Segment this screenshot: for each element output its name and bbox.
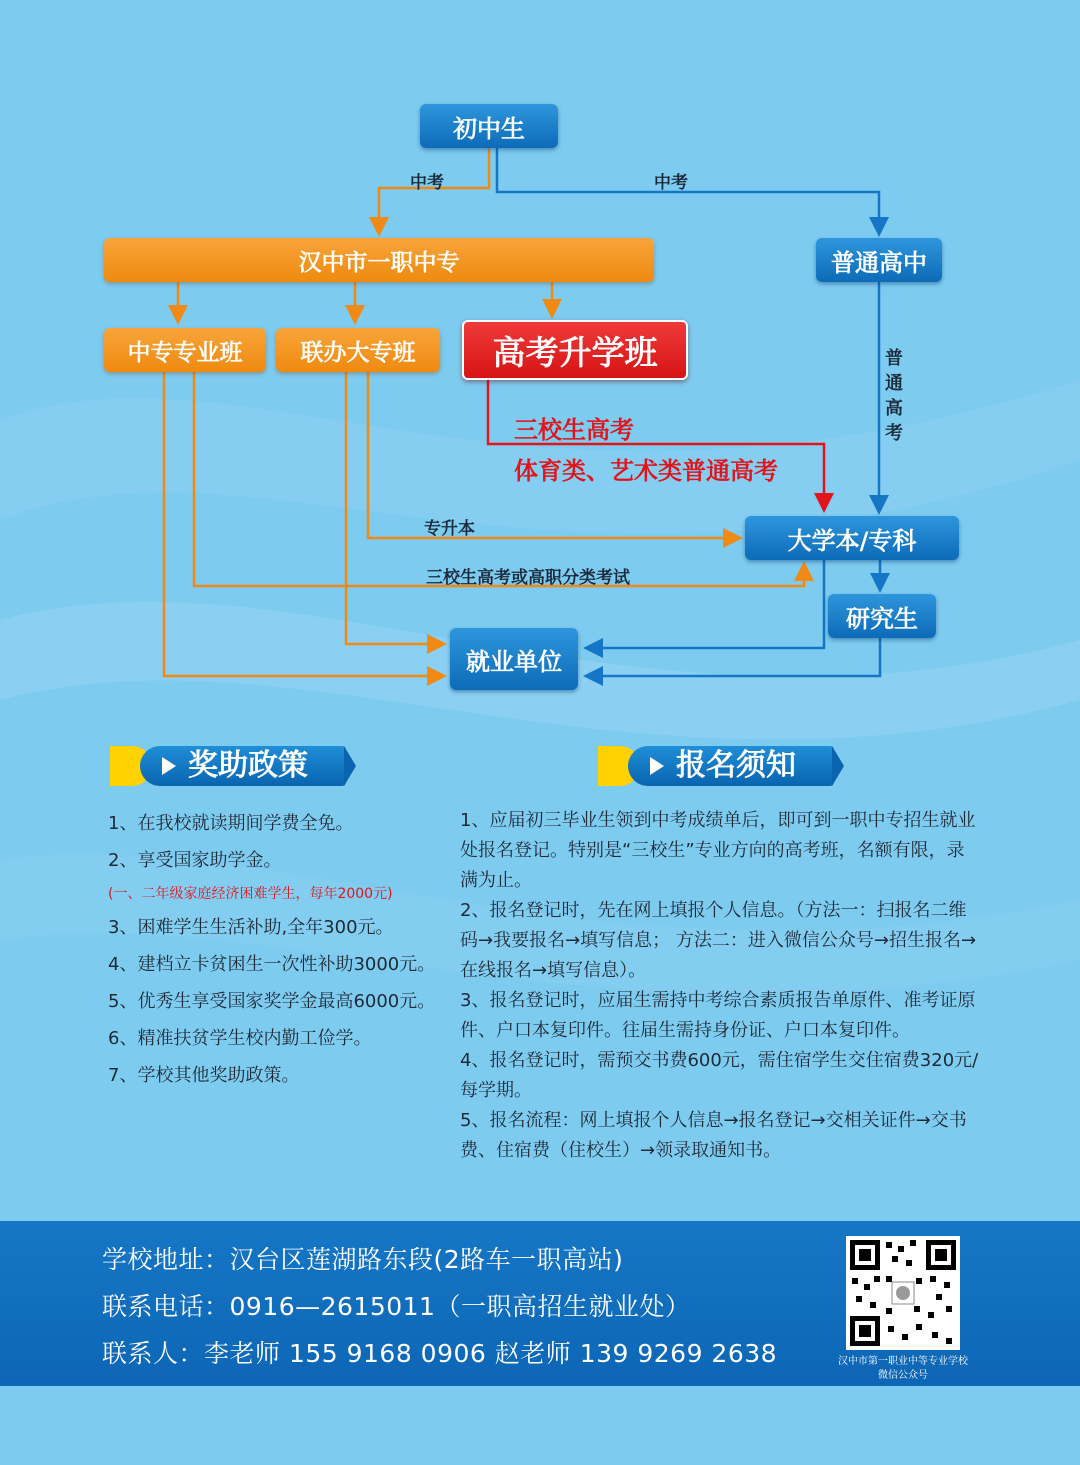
qr-caption: 微信公众号 <box>878 1370 928 1381</box>
node-major-class: 中专专业班 <box>104 328 266 372</box>
bottom-strip <box>0 1386 1080 1465</box>
contact-phone: 联系电话：0916—2615011（一职高招生就业处） <box>102 1292 691 1321</box>
subsidy-item: 2、享受国家助学金。 <box>108 850 282 871</box>
subsidy-banner <box>110 746 346 786</box>
play-arrow-icon <box>650 757 664 775</box>
school-address: 学校地址：汉台区莲湖路东段(2路车一职高站) <box>102 1245 624 1274</box>
enroll-title: 报名须知 <box>676 748 796 783</box>
subsidy-item: 1、在我校就读期间学费全免。 <box>108 813 354 834</box>
enroll-paragraph: 5、报名流程：网上填报个人信息→报名登记→交相关证件→交书费、住宿费（住校生）→领录取通知书。 <box>460 1110 967 1161</box>
subsidy-item: 4、建档立卡贫困生一次性补助3000元。 <box>108 954 436 975</box>
enroll-banner <box>598 746 834 786</box>
edge-label-zhongkao-left: 中考 <box>410 173 444 193</box>
edge-label-sanxiao-gaokao: 三校生高考 <box>514 416 634 444</box>
node-university: 大学本/专科 <box>745 516 959 560</box>
play-arrow-icon <box>162 757 176 775</box>
node-employer: 就业单位 <box>450 628 578 690</box>
subsidy-note: (一、二年级家庭经济困难学生，每年2000元) <box>108 886 393 902</box>
node-college-class: 联办大专班 <box>276 328 440 372</box>
contact-persons: 联系人：李老师 155 9168 0906 赵老师 139 9269 2638 <box>102 1339 778 1368</box>
node-middle-school: 初中生 <box>420 104 558 148</box>
edge-label-sports-art-gaokao: 体育类、艺术类普通高考 <box>514 457 778 485</box>
node-vocational-school: 汉中市一职中专 <box>104 238 654 282</box>
node-regular-high-school: 普通高中 <box>816 238 942 282</box>
enroll-paragraph: 3、报名登记时，应届生需持中考综合素质报告单原件、准考证原件、户口本复印件。往届生需持身份证、户口本复印件。 <box>460 990 976 1041</box>
enroll-paragraph: 4、报名登记时，需预交书费600元，需住宿学生交住宿费320元/每学期。 <box>460 1050 979 1101</box>
qr-code-icon <box>846 1236 960 1350</box>
qr-caption: 汉中市第一职业中等专业学校 <box>838 1356 968 1367</box>
subsidy-item: 6、精准扶贫学生校内勤工俭学。 <box>108 1028 372 1049</box>
enroll-paragraph: 1、应届初三毕业生领到中考成绩单后，即可到一职中专招生就业处报名登记。特别是“三校生”专业方向的高考班，名额有限，录满为止。 <box>460 810 976 891</box>
subsidy-item: 3、困难学生生活补助,全年300元。 <box>108 917 394 938</box>
edge-label-upgrade: 专升本 <box>424 519 475 539</box>
enroll-list <box>460 806 980 1166</box>
node-graduate: 研究生 <box>828 594 936 638</box>
edge-label-sanxiao-classified: 三校生高考或高职分类考试 <box>426 568 630 588</box>
enroll-paragraph: 2、报名登记时，先在网上填报个人信息。（方法一：扫报名二维码→我要报名→填写信息； 方法二：进入微信公众号→招生报名→在线报名→填写信息）。 <box>460 900 977 981</box>
subsidy-list <box>108 805 448 1094</box>
node-exam-class: 高考升学班 <box>462 320 688 380</box>
subsidy-item: 7、学校其他奖助政策。 <box>108 1065 300 1086</box>
edge-label-regular-gaokao: 普通高考 <box>885 348 903 444</box>
edge-label-zhongkao-right: 中考 <box>654 173 688 193</box>
subsidy-title: 奖助政策 <box>188 748 308 783</box>
subsidy-item: 5、优秀生享受国家奖学金最高6000元。 <box>108 991 436 1012</box>
